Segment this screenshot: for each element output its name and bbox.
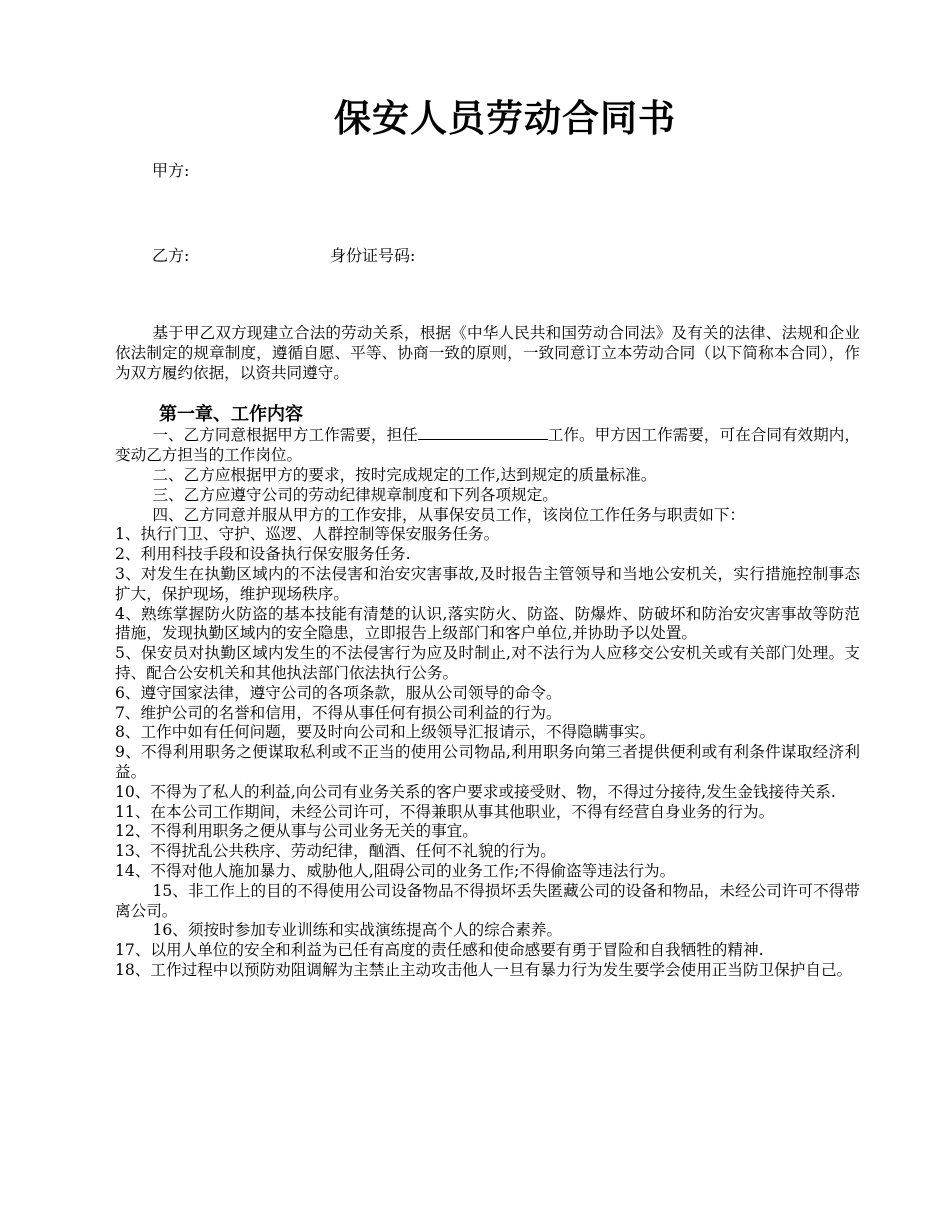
chapter-heading: 第一章、工作内容 xyxy=(159,404,303,426)
duty-item: 3、对发生在执勤区域内的不法侵害和治安灾害事故,及时报告主管领导和当地公安机关，实行措施控制事态扩大，保护现场，维护现场秩序。 xyxy=(115,564,860,603)
duty-item: 4、熟练掌握防火防盗的基本技能有清楚的认识,落实防火、防盗、防爆炸、防破坏和防治安灾害事故等防范措施，发现执勤区域内的安全隐患，立即报告上级部门和客户单位,并协助予以处置。 xyxy=(115,604,860,643)
duty-item: 15、非工作上的目的不得使用公司设备物品不得损坏丢失匿藏公司的设备和物品，未经公司许可不得带离公司。 xyxy=(115,881,860,920)
duty-item: 17、以用人单位的安全和利益为已任有高度的责任感和使命感要有勇于冒险和自我牺牲的精神. xyxy=(115,941,764,960)
job-title-blank xyxy=(418,426,548,440)
clause-1-text-after: 工作。甲方因工作需要，可在合同有效期内，变动乙方担当的工作岗位。 xyxy=(115,426,860,465)
duty-item: 18、工作过程中以预防劝阻调解为主禁止主动攻击他人一旦有暴力行为发生要学会使用正当防卫保护自己。 xyxy=(115,960,853,979)
clause-1-text-before: 一、乙方同意根据甲方工作需要，担任 xyxy=(152,426,418,445)
duty-item: 7、维护公司的名誉和信用，不得从事任何有损公司利益的行为。 xyxy=(115,703,562,722)
preamble-paragraph: 基于甲乙双方现建立合法的劳动关系，根据《中华人民共和国劳动合同法》及有关的法律、法规和企业依法制定的规章制度，遵循自愿、平等、协商一致的原则，一致同意订立本劳动合同（以下简称本合同），作为双方履约依据，以资共同遵守。 xyxy=(115,324,860,382)
duty-item: 8、工作中如有任何问题，要及时向公司和上级领导汇报请示，不得隐瞒事实。 xyxy=(115,723,656,742)
party-b-label: 乙方: xyxy=(152,246,190,265)
duty-item: 10、不得为了私人的利益,向公司有业务关系的客户要求或接受财、物，不得过分接待,发生金钱接待关系. xyxy=(115,782,836,801)
duty-item: 9、不得利用职务之便谋取私利或不正当的使用公司物品,利用职务向第三者提供便利或有利条件谋取经济利益。 xyxy=(115,743,860,781)
duty-item: 1、执行门卫、守护、巡逻、人群控制等保安服务任务。 xyxy=(115,525,500,544)
duty-item: 16、须按时参加专业训练和实战演练提高个人的综合素养。 xyxy=(152,921,563,940)
party-a-label: 甲方: xyxy=(152,161,190,180)
duty-item: 2、利用科技手段和设备执行保安服务任务. xyxy=(115,545,411,564)
id-number-label: 身份证号码: xyxy=(330,246,416,265)
clause-2: 二、乙方应根据甲方的要求，按时完成规定的工作,达到规定的质量标准。 xyxy=(152,465,657,484)
duty-item: 14、不得对他人施加暴力、威胁他人,阻碍公司的业务工作;不得偷盗等违法行为。 xyxy=(115,861,676,880)
party-b-row xyxy=(152,243,752,266)
duty-item: 12、不得利用职务之便从事与公司业务无关的事宜。 xyxy=(115,822,478,841)
clause-4: 四、乙方同意并服从甲方的工作安排，从事保安员工作，该岗位工作任务与职责如下： xyxy=(152,505,746,524)
clause-3: 三、乙方应遵守公司的劳动纪律规章制度和下列各项规定。 xyxy=(152,485,558,504)
clause-1 xyxy=(115,426,860,466)
document-title: 保安人员劳动合同书 xyxy=(334,97,676,140)
duty-list xyxy=(115,525,860,980)
contract-body xyxy=(115,324,860,981)
duty-item: 11、在本公司工作期间，未经公司许可，不得兼职从事其他职业，不得有经营自身业务的行为。 xyxy=(115,802,775,821)
duty-item: 13、不得扰乱公共秩序、劳动纪律，酗酒、任何不礼貌的行为。 xyxy=(115,842,556,861)
duty-item: 5、保安员对执勤区域内发生的不法侵害行为应及时制止,对不法行为人应移交公安机关或有关部门处理。支持、配合公安机关和其他执法部门依法执行公务。 xyxy=(115,644,860,682)
duty-item: 6、遵守国家法律，遵守公司的各项条款，服从公司领导的命令。 xyxy=(115,683,562,702)
